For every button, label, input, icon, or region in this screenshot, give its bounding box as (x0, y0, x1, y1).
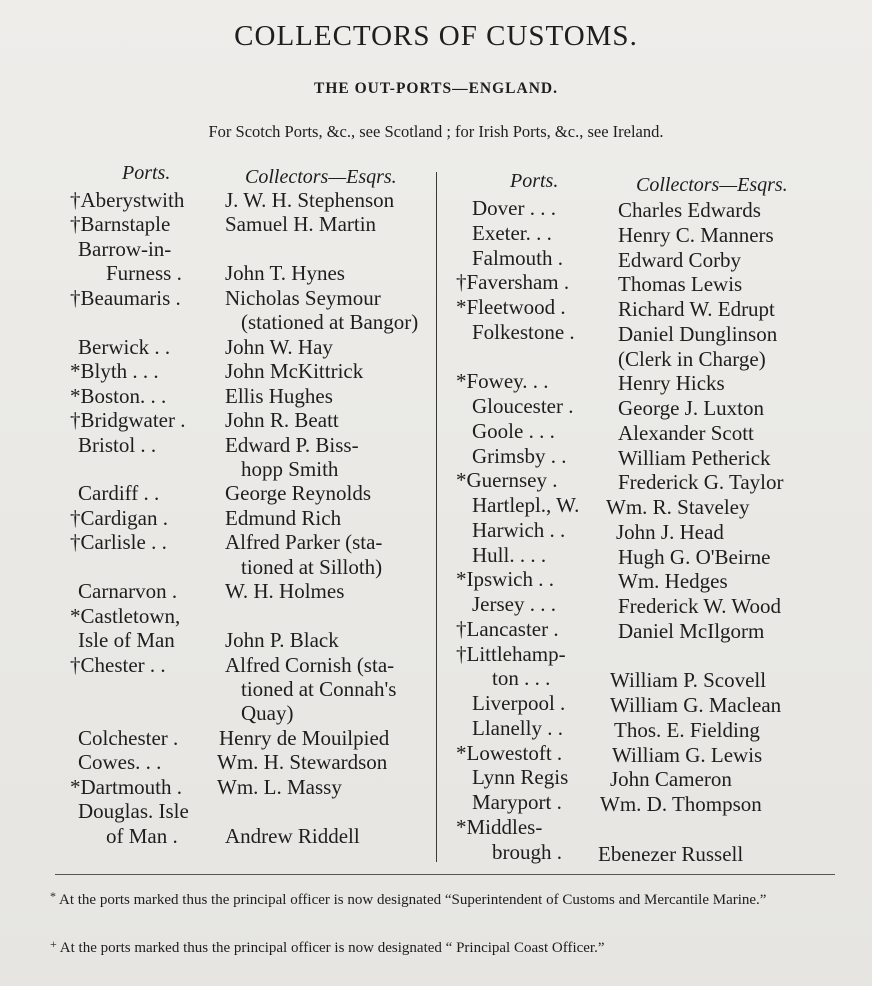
collector-name: tioned at Silloth) (241, 554, 383, 579)
port-name (78, 750, 161, 774)
collector-name: Richard W. Edrupt (618, 297, 775, 321)
port-label: Dover . . . (472, 196, 556, 220)
port-label: Colchester . (78, 725, 179, 750)
port-name (472, 493, 579, 517)
port-label: Bristol . . (78, 432, 157, 457)
port-name (78, 726, 178, 750)
footnote-text: At the ports marked thus the principal officer is now designated “Superintendent of Customs and Mercantile Marine.” (59, 892, 767, 908)
collector-name: Nicholas Seymour (225, 285, 381, 310)
port-mark: * (456, 369, 467, 394)
collector-name: Wm. H. Stewardson (217, 750, 388, 775)
port-name (106, 824, 178, 848)
port-label: Bridgwater . (80, 408, 186, 433)
port-name (492, 666, 550, 690)
port-name (70, 506, 168, 530)
port-label: Beaumaris . (80, 285, 181, 310)
port-label: Exeter. . . (472, 220, 552, 245)
column-divider (436, 172, 437, 862)
port-name (492, 840, 562, 864)
port-name (70, 188, 184, 212)
port-name (70, 359, 159, 383)
collector-name: Edward P. Biss- (225, 432, 359, 457)
port-mark: * (456, 814, 467, 839)
port-name (78, 237, 171, 261)
port-name (70, 408, 185, 432)
port-label: Berwick . . (78, 334, 171, 359)
port-label: Goole . . . (472, 418, 555, 443)
port-label: Barrow-in- (78, 236, 172, 261)
collector-name: John J. Head (616, 519, 724, 544)
port-name (472, 691, 565, 715)
port-label: Liverpool . (472, 691, 566, 715)
port-name (456, 270, 569, 294)
port-mark: † (456, 270, 467, 295)
collector-name: Ebenezer Russell (598, 841, 744, 866)
section-subtitle: THE OUT-PORTS—ENGLAND. (314, 80, 558, 97)
collector-name: Daniel McIlgorm (618, 618, 765, 643)
port-name (456, 815, 542, 839)
port-mark: † (70, 285, 81, 310)
port-label: Guernsey . (466, 468, 558, 493)
port-mark: † (456, 641, 467, 666)
port-label: Llanelly . . (472, 715, 563, 740)
collector-name: tioned at Connah's (241, 677, 397, 701)
port-mark: * (456, 567, 467, 592)
footnote-superintendent (50, 888, 820, 909)
port-name (472, 246, 563, 270)
collector-name: Wm. R. Staveley (606, 495, 750, 519)
port-mark: * (456, 468, 467, 493)
port-mark: * (70, 603, 81, 628)
port-name (472, 419, 555, 443)
port-name (456, 468, 557, 492)
collector-name: William G. Lewis (612, 742, 763, 767)
collector-name: W. H. Holmes (225, 579, 345, 604)
port-label: Jersey . . . (472, 592, 556, 616)
port-mark: † (70, 188, 81, 212)
port-label: Aberystwith (80, 188, 185, 212)
port-label: Castletown, (80, 603, 181, 628)
port-name (70, 286, 181, 310)
port-name (456, 642, 566, 666)
collector-name: Alfred Parker (sta- (225, 530, 383, 555)
port-name (78, 799, 189, 823)
collector-name: Wm. D. Thompson (600, 792, 762, 816)
port-label: Grimsby . . (472, 443, 567, 468)
port-name (472, 518, 565, 542)
collector-name: (Clerk in Charge) (618, 346, 766, 371)
port-label: Isle of Man (78, 628, 175, 653)
collector-name: Henry Hicks (618, 371, 725, 396)
collector-name: Wm. L. Massy (217, 774, 342, 799)
collector-name: John R. Beatt (225, 408, 339, 433)
page-title: COLLECTORS OF CUSTOMS. (234, 20, 638, 52)
port-name (78, 481, 159, 505)
collector-name: Alfred Cornish (sta- (225, 652, 395, 677)
collector-name: John W. Hay (225, 334, 333, 359)
collector-name: Frederick G. Taylor (618, 470, 784, 495)
port-name (70, 212, 170, 236)
port-name (70, 653, 166, 677)
port-mark: * (456, 295, 467, 319)
port-label: Hull. . . . (472, 542, 547, 567)
port-name (472, 394, 573, 418)
collector-name: Quay) (241, 701, 294, 726)
port-name (70, 384, 166, 408)
port-label: Cardiff . . (78, 481, 160, 506)
collector-name: hopp Smith (241, 456, 339, 481)
port-mark: † (70, 212, 81, 237)
footnote-coast-officer (50, 936, 820, 957)
collector-name: J. W. H. Stephenson (225, 188, 395, 212)
collector-name: Ellis Hughes (225, 383, 333, 408)
collector-name: Edmund Rich (225, 505, 342, 530)
left-ports-header: Ports. (122, 162, 171, 184)
port-label: Ipswich . . (466, 567, 554, 592)
port-label: Hartlepl., W. (472, 493, 580, 517)
port-name (456, 617, 559, 641)
port-mark: * (70, 383, 81, 408)
port-label: Middles- (466, 814, 543, 839)
port-label: Cardigan . (80, 505, 168, 530)
port-name (472, 221, 552, 245)
port-label: Lancaster . (466, 616, 559, 641)
collector-name: Thos. E. Fielding (614, 717, 760, 742)
cross-reference-note: For Scotch Ports, &c., see Scotland ; for Irish Ports, &c., see Ireland. (208, 122, 664, 141)
collector-name: Samuel H. Martin (225, 212, 377, 237)
port-name (78, 335, 170, 359)
port-name (456, 369, 549, 393)
collector-name: George J. Luxton (618, 396, 765, 420)
collector-name: Henry C. Manners (618, 222, 774, 247)
port-label: brough . (492, 839, 562, 864)
footnote-symbol: + (50, 937, 57, 951)
port-name (78, 579, 177, 603)
port-name (472, 543, 546, 567)
port-label: ton . . . (492, 666, 551, 691)
port-label: Gloucester . (472, 394, 574, 418)
collector-name: Alexander Scott (618, 420, 754, 445)
port-name (70, 530, 167, 554)
port-label: Fowey. . . (466, 369, 549, 394)
port-mark: * (70, 359, 81, 384)
port-label: of Man . (106, 823, 178, 848)
port-name (472, 320, 575, 344)
port-label: Faversham . (466, 270, 570, 295)
port-name (106, 261, 182, 285)
port-mark: † (70, 530, 81, 555)
collector-name: John P. Black (225, 628, 339, 653)
port-label: Harwich . . (472, 517, 566, 542)
collector-name: Charles Edwards (618, 198, 761, 222)
port-name (78, 433, 156, 457)
port-name (472, 716, 563, 740)
port-label: Blyth . . . (80, 359, 159, 384)
collector-name: William Petherick (618, 445, 771, 470)
port-name (472, 765, 568, 789)
port-name (70, 775, 182, 799)
collector-name: Henry de Mouilpied (219, 725, 390, 750)
collector-name: John Cameron (610, 767, 732, 792)
port-name (456, 567, 554, 591)
port-name (472, 196, 556, 220)
footnote-text: At the ports marked thus the principal officer is now designated “ Principal Coast Officer.” (59, 940, 605, 956)
collector-name: (stationed at Bangor) (241, 310, 419, 335)
port-name (456, 741, 562, 765)
footnote-rule (55, 874, 835, 875)
port-name (78, 628, 175, 652)
port-label: Lynn Regis (472, 765, 569, 790)
collector-name: John T. Hynes (225, 261, 345, 286)
port-label: Cowes. . . (78, 750, 162, 775)
port-label: Falmouth . (472, 245, 564, 270)
port-label: Boston. . . (80, 383, 167, 408)
port-label: Chester . . (80, 652, 166, 677)
port-mark: † (70, 652, 81, 677)
port-label: Folkestone . (472, 319, 575, 344)
port-label: Lowestoft . (466, 740, 563, 765)
port-label: Dartmouth . (80, 774, 182, 799)
port-name (70, 604, 180, 628)
port-mark: * (456, 740, 467, 765)
collector-name: Wm. Hedges (618, 569, 728, 594)
collector-name: Edward Corby (618, 247, 742, 272)
port-label: Carlisle . . (80, 530, 167, 555)
port-label: Fleetwood . (466, 295, 566, 319)
port-label: Furness . (106, 261, 182, 286)
collector-name: Daniel Dunglinson (618, 321, 778, 346)
collector-name: Thomas Lewis (618, 272, 743, 297)
port-label: Carnarvon . (78, 579, 178, 604)
port-name (472, 592, 556, 616)
port-name (472, 790, 562, 814)
port-label: Barnstaple (80, 212, 171, 237)
left-collectors-header: Collectors—Esqrs. (245, 166, 397, 188)
right-collectors-header: Collectors—Esqrs. (636, 174, 788, 196)
collector-name: John McKittrick (225, 359, 364, 384)
collector-name: William G. Maclean (610, 693, 782, 717)
port-label: Maryport . (472, 790, 562, 814)
footnote-symbol: * (50, 889, 56, 903)
port-mark: † (70, 505, 81, 530)
collector-name: Frederick W. Wood (618, 594, 781, 618)
collector-name: William P. Scovell (610, 668, 767, 693)
port-label: Littlehamp- (466, 641, 566, 666)
collector-name: Andrew Riddell (225, 823, 360, 848)
port-mark: † (70, 408, 81, 433)
port-label: Douglas. Isle (78, 799, 189, 824)
port-name (472, 444, 567, 468)
port-mark: * (70, 774, 81, 799)
port-mark: † (456, 616, 467, 641)
collector-name: Hugh G. O'Beirne (618, 544, 771, 569)
collector-name: George Reynolds (225, 481, 372, 506)
port-name (456, 295, 566, 319)
right-ports-header: Ports. (510, 170, 559, 192)
